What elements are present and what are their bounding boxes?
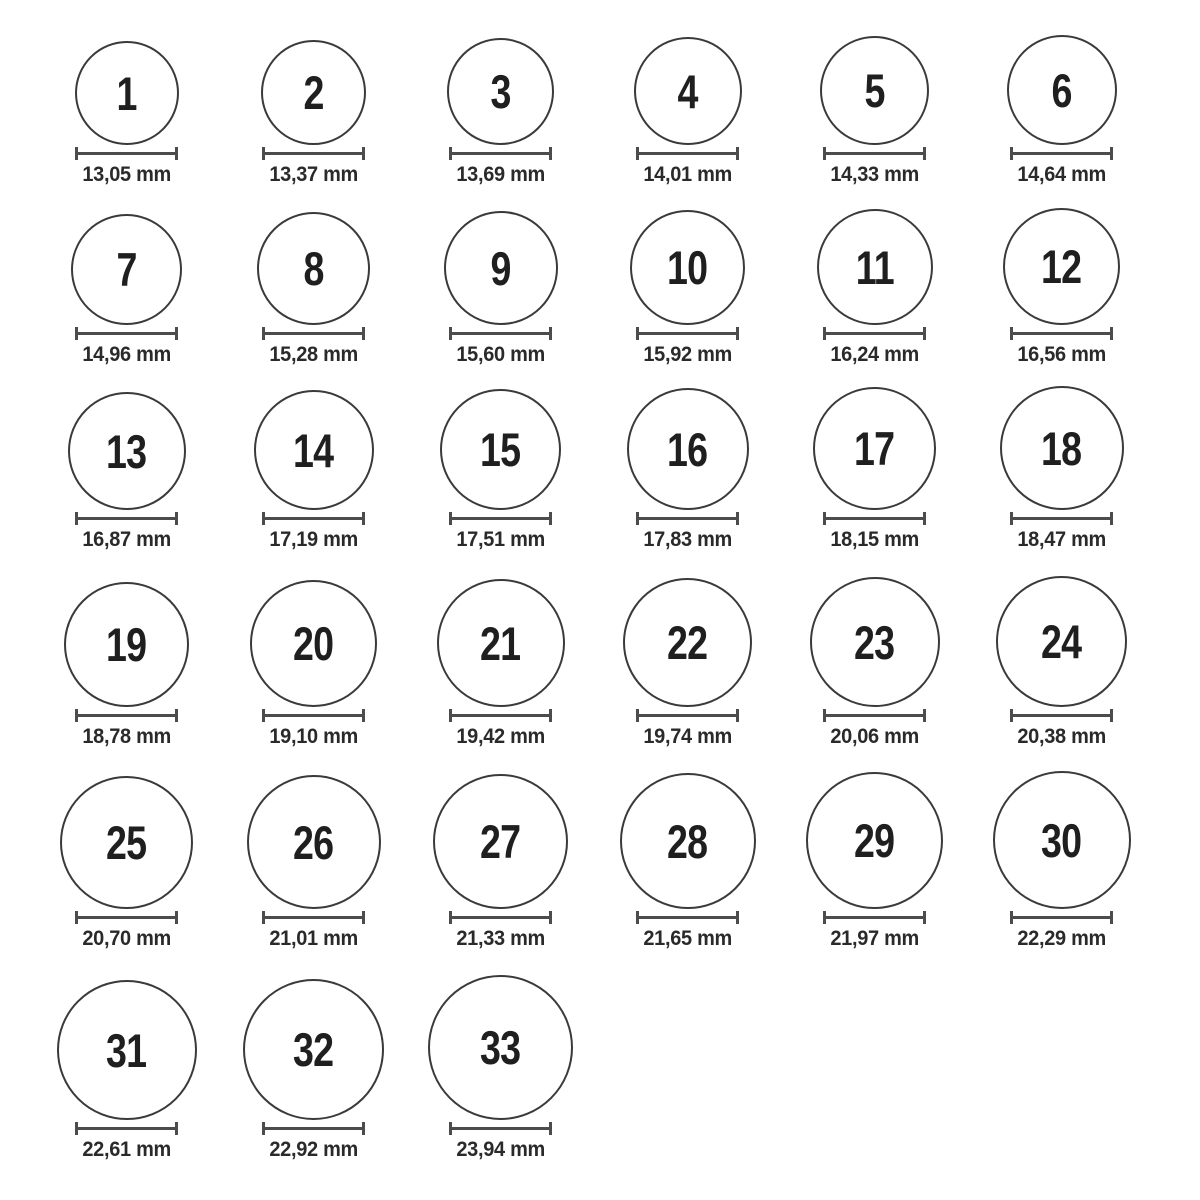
measure-bar xyxy=(639,916,736,919)
diameter-label: 21,65 mm xyxy=(643,927,732,950)
diameter-label: 17,51 mm xyxy=(456,528,545,551)
ring-size-number: 25 xyxy=(106,816,147,869)
ring-circle xyxy=(444,211,558,325)
diameter-measure-line xyxy=(75,512,178,525)
ring-size-number: 7 xyxy=(116,243,137,296)
measure-bar xyxy=(639,714,736,717)
ring-circle xyxy=(247,775,381,909)
measure-bar xyxy=(452,332,549,335)
ring-size-number: 11 xyxy=(855,240,894,294)
diameter-label: 15,92 mm xyxy=(643,343,732,366)
ring-size-number: 29 xyxy=(854,814,895,867)
measure-bar xyxy=(78,916,175,919)
diameter-label: 13,37 mm xyxy=(269,163,358,186)
ring-size-number: 26 xyxy=(293,815,334,869)
ring-circle xyxy=(627,388,749,510)
diameter-measure-line xyxy=(449,911,552,924)
chart-row xyxy=(33,186,1200,366)
ring-size-number: 2 xyxy=(303,66,324,119)
measure-bar xyxy=(78,517,175,520)
diameter-measure-line xyxy=(449,327,552,340)
ring-size-number: 28 xyxy=(667,814,708,868)
ring-cell xyxy=(594,186,781,366)
measure-bar xyxy=(452,916,549,919)
ring-size-number: 14 xyxy=(293,423,334,477)
diameter-label: 21,01 mm xyxy=(269,927,358,950)
ring-cell xyxy=(220,0,407,186)
diameter-label: 16,56 mm xyxy=(1017,343,1106,366)
diameter-label: 17,83 mm xyxy=(643,528,732,551)
diameter-label: 19,10 mm xyxy=(269,725,358,748)
ring-cell xyxy=(220,950,407,1161)
chart-row xyxy=(33,748,1200,950)
ring-size-number: 18 xyxy=(1041,421,1082,475)
ring-size-number: 10 xyxy=(667,241,708,294)
measure-bar xyxy=(1013,332,1110,335)
measure-bar xyxy=(78,1127,175,1130)
ring-size-number: 12 xyxy=(1041,240,1082,293)
diameter-measure-line xyxy=(823,512,926,525)
ring-size-number: 8 xyxy=(303,242,324,295)
ring-circle xyxy=(71,214,182,325)
measure-bar xyxy=(265,1127,362,1130)
diameter-label: 18,78 mm xyxy=(82,725,171,748)
ring-cell xyxy=(33,186,220,366)
diameter-label: 14,01 mm xyxy=(643,163,732,186)
ring-circle xyxy=(68,392,186,510)
ring-cell xyxy=(968,748,1155,950)
measure-bar xyxy=(78,152,175,155)
ring-circle xyxy=(437,579,565,707)
ring-cell xyxy=(968,0,1155,186)
ring-cell xyxy=(220,366,407,551)
ring-circle xyxy=(1003,208,1120,325)
diameter-label: 14,33 mm xyxy=(830,163,919,186)
diameter-label: 15,60 mm xyxy=(456,343,545,366)
diameter-label: 14,96 mm xyxy=(82,343,171,366)
diameter-measure-line xyxy=(262,1122,365,1135)
ring-size-number: 16 xyxy=(667,422,708,476)
diameter-measure-line xyxy=(1010,709,1113,722)
ring-cell xyxy=(33,0,220,186)
diameter-label: 20,38 mm xyxy=(1017,725,1106,748)
ring-cell xyxy=(407,366,594,551)
ring-cell xyxy=(781,551,968,748)
diameter-measure-line xyxy=(449,1122,552,1135)
diameter-label: 22,92 mm xyxy=(269,1138,358,1161)
ring-size-number: 6 xyxy=(1051,63,1072,117)
ring-size-number: 13 xyxy=(106,424,147,478)
ring-size-number: 9 xyxy=(490,241,511,295)
diameter-measure-line xyxy=(449,512,552,525)
diameter-label: 16,87 mm xyxy=(82,528,171,551)
diameter-measure-line xyxy=(75,709,178,722)
measure-bar xyxy=(452,152,549,155)
ring-circle xyxy=(250,580,377,707)
diameter-measure-line xyxy=(449,147,552,160)
ring-size-number: 33 xyxy=(480,1021,521,1074)
diameter-label: 23,94 mm xyxy=(456,1138,545,1161)
ring-cell xyxy=(33,551,220,748)
diameter-measure-line xyxy=(636,147,739,160)
ring-circle xyxy=(1007,35,1117,145)
ring-size-number: 32 xyxy=(293,1023,334,1076)
diameter-measure-line xyxy=(1010,512,1113,525)
ring-size-number: 4 xyxy=(677,64,698,118)
diameter-measure-line xyxy=(75,1122,178,1135)
ring-cell xyxy=(968,186,1155,366)
ring-circle xyxy=(996,576,1127,707)
diameter-measure-line xyxy=(1010,911,1113,924)
ring-size-number: 3 xyxy=(490,65,511,118)
measure-bar xyxy=(639,332,736,335)
measure-bar xyxy=(639,517,736,520)
ring-cell xyxy=(33,748,220,950)
diameter-measure-line xyxy=(75,911,178,924)
diameter-label: 20,06 mm xyxy=(830,725,919,748)
measure-bar xyxy=(1013,517,1110,520)
ring-circle xyxy=(433,774,568,909)
ring-circle xyxy=(806,772,943,909)
diameter-measure-line xyxy=(262,327,365,340)
ring-circle xyxy=(261,40,366,145)
diameter-measure-line xyxy=(449,709,552,722)
diameter-label: 20,70 mm xyxy=(82,927,171,950)
ring-cell xyxy=(220,186,407,366)
ring-size-number: 17 xyxy=(854,422,895,475)
ring-circle xyxy=(254,390,374,510)
measure-bar xyxy=(78,332,175,335)
ring-circle xyxy=(75,41,179,145)
diameter-label: 22,61 mm xyxy=(82,1138,171,1161)
measure-bar xyxy=(826,714,923,717)
ring-cell xyxy=(407,551,594,748)
ring-size-number: 24 xyxy=(1041,615,1082,668)
ring-size-number: 31 xyxy=(106,1023,147,1077)
ring-cell xyxy=(594,366,781,551)
measure-bar xyxy=(452,517,549,520)
diameter-measure-line xyxy=(823,327,926,340)
measure-bar xyxy=(265,332,362,335)
diameter-measure-line xyxy=(262,911,365,924)
ring-circle xyxy=(623,578,752,707)
diameter-measure-line xyxy=(823,147,926,160)
diameter-label: 22,29 mm xyxy=(1017,927,1106,950)
ring-cell xyxy=(407,0,594,186)
ring-cell xyxy=(594,748,781,950)
diameter-measure-line xyxy=(636,911,739,924)
diameter-label: 21,33 mm xyxy=(456,927,545,950)
ring-circle xyxy=(630,210,745,325)
ring-cell xyxy=(781,748,968,950)
measure-bar xyxy=(826,517,923,520)
diameter-label: 19,74 mm xyxy=(643,725,732,748)
diameter-measure-line xyxy=(75,147,178,160)
ring-size-number: 5 xyxy=(864,64,885,117)
diameter-label: 18,15 mm xyxy=(830,528,919,551)
ring-size-number: 23 xyxy=(854,615,895,669)
ring-cell xyxy=(781,186,968,366)
diameter-measure-line xyxy=(75,327,178,340)
diameter-label: 13,69 mm xyxy=(456,163,545,186)
ring-size-number: 15 xyxy=(480,423,521,476)
ring-circle xyxy=(60,776,193,909)
measure-bar xyxy=(265,152,362,155)
diameter-label: 17,19 mm xyxy=(269,528,358,551)
measure-bar xyxy=(78,714,175,717)
diameter-measure-line xyxy=(636,709,739,722)
diameter-measure-line xyxy=(1010,327,1113,340)
diameter-measure-line xyxy=(262,512,365,525)
ring-cell xyxy=(781,0,968,186)
measure-bar xyxy=(639,152,736,155)
ring-circle xyxy=(634,37,742,145)
ring-circle xyxy=(993,771,1131,909)
diameter-measure-line xyxy=(823,911,926,924)
diameter-measure-line xyxy=(1010,147,1113,160)
measure-bar xyxy=(826,916,923,919)
ring-circle xyxy=(1000,386,1124,510)
ring-circle xyxy=(64,582,189,707)
ring-size-number: 22 xyxy=(667,616,708,669)
measure-bar xyxy=(265,916,362,919)
ring-circle xyxy=(257,212,370,325)
ring-size-number: 30 xyxy=(1041,813,1082,867)
diameter-measure-line xyxy=(262,709,365,722)
ring-circle xyxy=(820,36,929,145)
ring-circle xyxy=(810,577,940,707)
diameter-label: 15,28 mm xyxy=(269,343,358,366)
ring-circle xyxy=(57,980,197,1120)
chart-row xyxy=(33,366,1200,551)
ring-cell xyxy=(220,748,407,950)
measure-bar xyxy=(1013,152,1110,155)
ring-size-number: 27 xyxy=(480,815,521,868)
ring-size-number: 19 xyxy=(106,618,147,671)
ring-size-number: 21 xyxy=(480,616,521,670)
ring-cell xyxy=(33,950,220,1161)
diameter-label: 18,47 mm xyxy=(1017,528,1106,551)
diameter-label: 13,05 mm xyxy=(82,163,171,186)
ring-cell xyxy=(594,551,781,748)
measure-bar xyxy=(826,332,923,335)
measure-bar xyxy=(265,714,362,717)
measure-bar xyxy=(826,152,923,155)
measure-bar xyxy=(1013,916,1110,919)
ring-circle xyxy=(813,387,936,510)
ring-size-number: 1 xyxy=(116,66,137,120)
diameter-label: 19,42 mm xyxy=(456,725,545,748)
ring-cell xyxy=(220,551,407,748)
measure-bar xyxy=(1013,714,1110,717)
diameter-label: 14,64 mm xyxy=(1017,163,1106,186)
ring-cell xyxy=(407,748,594,950)
ring-cell xyxy=(407,186,594,366)
ring-cell xyxy=(781,366,968,551)
ring-circle xyxy=(620,773,756,909)
measure-bar xyxy=(452,1127,549,1130)
ring-cell xyxy=(594,0,781,186)
diameter-measure-line xyxy=(823,709,926,722)
measure-bar xyxy=(452,714,549,717)
chart-row xyxy=(33,551,1200,748)
ring-circle xyxy=(440,389,561,510)
ring-circle xyxy=(428,975,573,1120)
diameter-label: 16,24 mm xyxy=(830,343,919,366)
ring-cell xyxy=(407,950,594,1161)
measure-bar xyxy=(265,517,362,520)
ring-size-number: 20 xyxy=(293,617,334,670)
diameter-measure-line xyxy=(636,512,739,525)
diameter-measure-line xyxy=(262,147,365,160)
chart-row xyxy=(33,950,1200,1161)
ring-cell xyxy=(968,366,1155,551)
ring-circle xyxy=(243,979,384,1120)
ring-circle xyxy=(447,38,554,145)
ring-circle xyxy=(817,209,933,325)
ring-cell xyxy=(33,366,220,551)
diameter-measure-line xyxy=(636,327,739,340)
ring-cell xyxy=(968,551,1155,748)
chart-row xyxy=(33,0,1200,186)
diameter-label: 21,97 mm xyxy=(830,927,919,950)
